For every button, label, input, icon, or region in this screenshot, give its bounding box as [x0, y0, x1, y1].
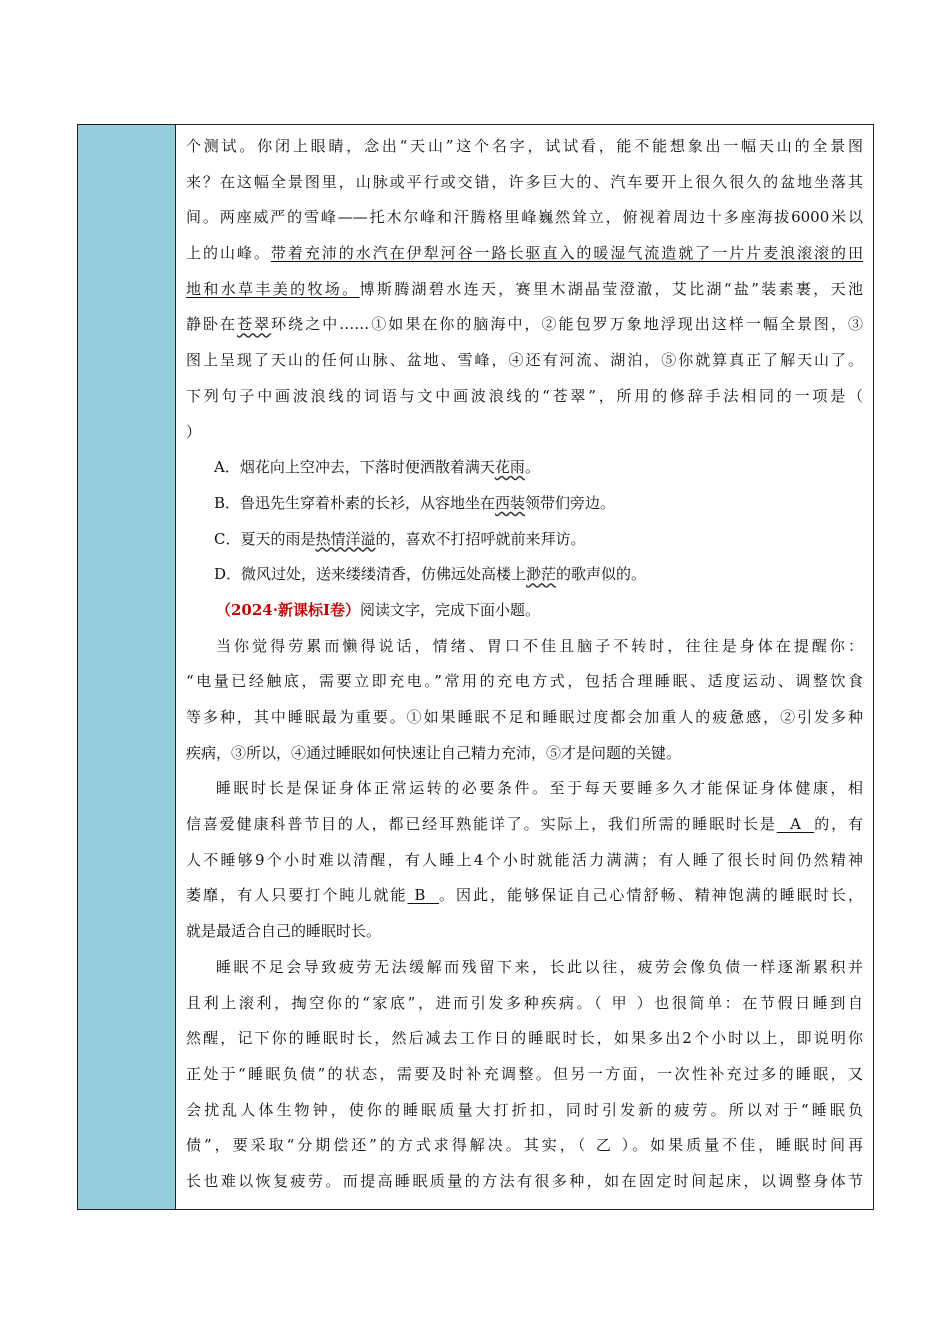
blank-b: B [414, 886, 426, 905]
option-d: D．微风过处，送来缕缕清香，仿佛远处高楼上渺茫的歌声似的。 [214, 565, 647, 584]
wavy-word: 渺茫 [526, 565, 557, 584]
passage1-line: 来？在这幅全景图里，山脉或平行或交错，许多巨大的、汽车要开上很久很久的盆地坐落其 [186, 172, 863, 191]
paragraph-line: 睡眠时长是保证身体正常运转的必要条件。至于每天要睡多久才能保证身体健康，相 [216, 779, 863, 798]
passage1-line: 间。两座威严的雪峰——托木尔峰和汗腾格里峰巍然耸立，俯视着周边十多座海拔6000米以 [186, 208, 863, 227]
underlined-sentence: 地和水草丰美的牧场。 [186, 279, 360, 298]
paragraph-line: 正处于“睡眠负债”的状态，需要及时补充调整。但另一方面，一次性补充过多的睡眠，又 [186, 1064, 863, 1083]
question-stem: 下列句子中画波浪线的词语与文中画波浪线的“苍翠”，所用的修辞手法相同的一项是（ [186, 386, 863, 405]
paragraph-line: 债”，要采取“分期偿还”的方式求得解决。其实，（ 乙 ）。如果质量不佳，睡眠时间再 [186, 1136, 863, 1155]
paragraph-line: 等多种，其中睡眠最为重要。①如果睡眠不足和睡眠过度都会加重人的疲惫感，②引发多种 [186, 708, 863, 726]
wavy-word: 苍翠 [237, 315, 272, 334]
wavy-word: 西装 [495, 493, 526, 512]
paragraph-line: 就是最适合自己的睡眠时长。 [186, 922, 382, 941]
passage1-line: 地和水草丰美的牧场。博斯腾湖碧水连天，赛里木湖晶莹澄澈，艾比湖“盐”装素裹，天池 [186, 279, 863, 298]
paragraph-line: 会扰乱人体生物钟，使你的睡眠质量大打折扣，同时引发新的疲劳。所以对于“睡眠负 [186, 1100, 863, 1119]
passage1-line: 图上呈现了天山的任何山脉、盆地、雪峰，④还有河流、湖泊，⑤你就算真正了解天山了。 [186, 351, 863, 370]
paragraph-line: 人不睡够9个小时难以清醒，有人睡上4个小时就能活力满满；有人睡了很长时间仍然精神 [186, 850, 863, 869]
content-cell [176, 125, 873, 1209]
source-label: （2024·新课标Ⅰ卷） [216, 600, 360, 619]
paragraph-line: 睡眠不足会导致疲劳无法缓解而残留下来，长此以往，疲劳会像负债一样逐渐累积并 [216, 957, 863, 976]
passage1-line: 上的山峰。带着充沛的水汽在伊犁河谷一路长驱直入的暖湿气流造就了一片片麦浪滚滚的田 [186, 244, 863, 263]
paragraph-line: 当你觉得劳累而懒得说话，情绪、胃口不佳且脑子不转时，往往是身体在提醒你： [216, 636, 863, 655]
paragraph-line: “电量已经触底，需要立即充电。”常用的充电方式，包括合理睡眠、适度运动、调整饮食 [186, 672, 863, 691]
option-b: B．鲁迅先生穿着朴素的长衫，从容地坐在西装领带们旁边。 [214, 493, 616, 512]
paragraph-line: 长也难以恢复疲劳。而提高睡眠质量的方法有很多种，如在固定时间起床，以调整身体节 [186, 1171, 863, 1190]
wavy-word: 花雨 [494, 458, 525, 477]
emphasis-dot-char: 要 [644, 172, 662, 191]
option-c: C．夏天的雨是热情洋溢的，喜欢不打招呼就前来拜访。 [214, 529, 586, 548]
paragraph-line: 且利上滚利，掏空你的“家底”，进而引发多种疾病。（ 甲 ）也很简单：在节假日睡到自 [186, 993, 863, 1012]
underlined-sentence: 带着充沛的水汽在伊犁河谷一路长驱直入的暖湿气流造就了一片片麦浪滚滚的田 [270, 244, 863, 263]
blank-a: A [790, 815, 801, 834]
question-stem: ） [186, 422, 202, 441]
passage1-line: 个测试。你闭上眼睛，念出“天山”这个名字，试试看，能不能想象出一幅天山的全景图 [186, 137, 863, 155]
passage1-line: 静卧在苍翠环绕之中……①如果在你的脑海中，②能包罗万象地浮现出这样一幅全景图，③ [186, 315, 863, 334]
paragraph-line: 信喜爱健康科普节目的人，都已经耳熟能详了。实际上，我们所需的睡眠时长是 A 的，有 [186, 815, 863, 834]
table-frame [77, 124, 874, 1210]
option-a: A．烟花向上空冲去，下落时便洒散着满天花雨。 [214, 458, 540, 477]
paragraph-line: 萎靡，有人只要打个盹儿就能 B 。因此，能够保证自己心情舒畅、精神饱满的睡眠时长， [186, 886, 863, 905]
wavy-word: 热情洋溢 [315, 529, 376, 548]
paragraph-line: 疾病，③所以，④通过睡眠如何快速让自己精力充沛，⑤才是问题的关键。 [186, 743, 682, 762]
passage2-heading: （2024·新课标Ⅰ卷）阅读文字，完成下面小题。 [216, 600, 541, 619]
paragraph-line: 然醒，记下你的睡眠时长，然后减去工作日的睡眠时长，如果多出2个小时以上，即说明你 [186, 1029, 863, 1048]
side-column [78, 125, 176, 1209]
